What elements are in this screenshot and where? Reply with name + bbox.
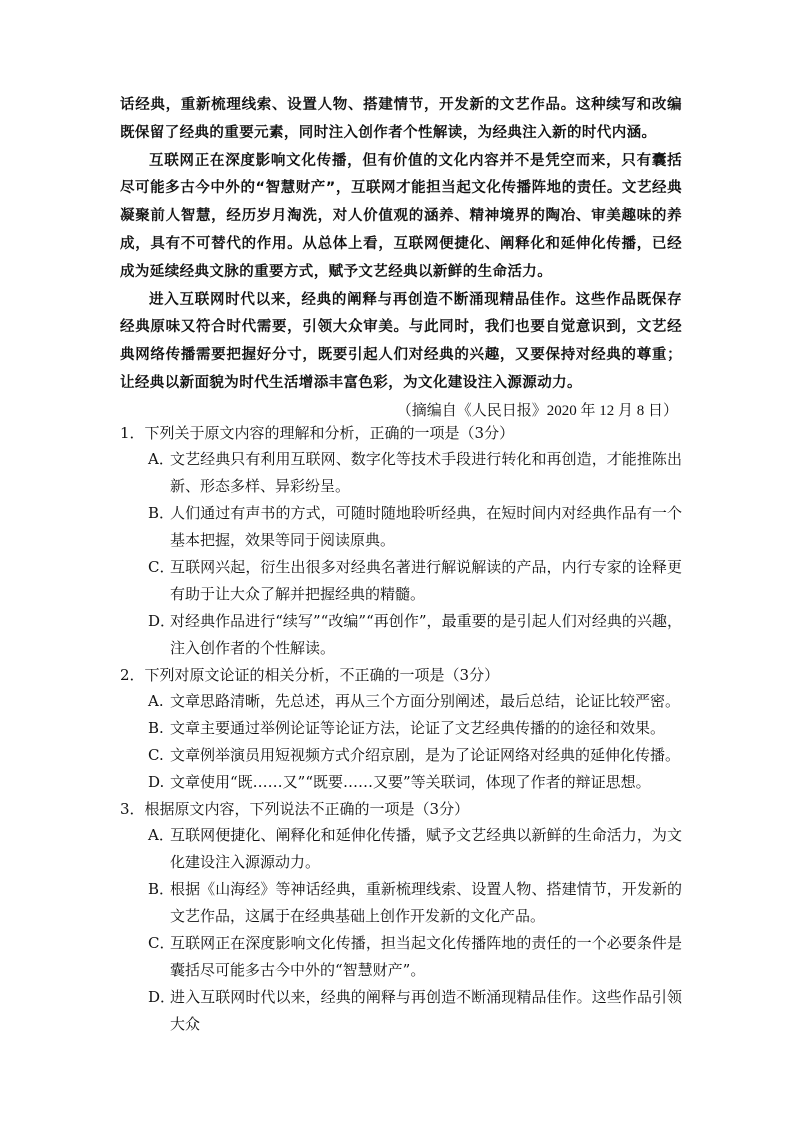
option-b — [148, 500, 682, 554]
option-text: 文章例举演员用短视频方式介绍京剧，是为了论证网络对经典的延伸化传播。 — [170, 746, 681, 764]
option-d — [148, 608, 682, 662]
option-d — [148, 769, 682, 796]
option-text: 进入互联网时代以来，经典的阐释与再创造不断涌现精品佳作。这些作品引领大众 — [170, 988, 682, 1033]
question-3 — [120, 796, 682, 1038]
option-text: 互联网正在深度影响文化传播，担当起文化传播阵地的责任的一个必要条件是囊括尽可能多古今中外的“智慧财产”。 — [170, 934, 682, 979]
question-stem: 2．下列对原文论证的相关分析，不正确的一项是（3分） — [120, 666, 500, 684]
option-text: 人们通过有声书的方式，可随时随地聆听经典，在短时间内对经典作品有一个基本把握，效果等同于阅读原典。 — [170, 504, 682, 549]
question-2 — [120, 662, 682, 796]
option-label: C. — [148, 746, 164, 764]
option-label: B． — [148, 504, 175, 522]
passage-paragraph: 话经典，重新梳理线索、设置人物、搭建情节，开发新的文艺作品。这种续写和改编既保留了经典的重要元素，同时注入创作者个性解读，为经典注入新的时代内涵。 — [120, 97, 682, 141]
passage-paragraph: 互联网正在深度影响文化传播，但有价值的文化内容并不是凭空而来，只有囊括尽可能多古今中外的“智慧财产”，互联网才能担当起文化传播阵地的责任。文艺经典凝聚前人智慧，经历岁月淘洗，对人价值观的涵养、精神境界的陶冶、审美趣味的养成，具有不可替代的作用。从总体上看，互联网便捷化、阐释化和延伸化传播，已经成为延续经典文脉的重要方式，赋予文艺经典以新鲜的生命活力。 — [120, 152, 682, 280]
question-1 — [120, 420, 682, 662]
option-label: A． — [148, 826, 174, 844]
option-label: D. — [148, 773, 165, 791]
option-c — [148, 930, 682, 984]
option-text: 互联网兴起，衍生出很多对经典名著进行解说解读的产品，内行专家的诠释更有助于让大众了解并把握经典的精髓。 — [170, 558, 682, 603]
option-text: 文章使用“既……又”“既要……又要”等关联词，体现了作者的辩证思想。 — [170, 773, 651, 791]
option-label: A. — [148, 692, 164, 710]
option-a — [148, 446, 682, 500]
option-text: 根据《山海经》等神话经典，重新梳理线索、设置人物、搭建情节，开发新的文艺作品，这属于在经典基础上创作开发新的文化产品。 — [170, 880, 682, 925]
option-label: C． — [148, 558, 175, 576]
question-stem: 1．下列关于原文内容的理解和分析，正确的一项是（3分） — [120, 424, 515, 442]
passage-source: （摘编自《人民日报》2020 年 12 月 8 日） — [396, 402, 678, 419]
question-stem: 3．根据原文内容，下列说法不正确的一项是（3分） — [120, 800, 470, 818]
option-label: B． — [148, 880, 175, 898]
option-label: D． — [148, 988, 176, 1006]
option-d — [148, 984, 682, 1038]
option-a — [148, 822, 682, 876]
option-text: 文艺经典只有利用互联网、数字化等技术手段进行转化和再创造，才能推陈出新、形态多样、异彩纷呈。 — [170, 450, 682, 495]
option-a — [148, 688, 682, 715]
option-b — [148, 715, 682, 742]
option-text: 文章主要通过举例论证等论证方法，论证了文艺经典传播的的途径和效果。 — [170, 719, 666, 737]
reading-passage — [120, 92, 682, 424]
option-label: D． — [148, 612, 176, 630]
passage-paragraph: 进入互联网时代以来，经典的阐释与再创造不断涌现精品佳作。这些作品既保存经典原味又符合时代需要，引领大众审美。与此同时，我们也要自觉意识到，文艺经典网络传播需要把握好分寸，既要引起人们对经典的兴趣，又要保持对经典的尊重；让经典以新面貌为时代生活增添丰富色彩，为文化建设注入源源动力。 — [120, 291, 682, 391]
option-c — [148, 554, 682, 608]
option-text: 文章思路清晰，先总述，再从三个方面分别阐述，最后总结，论证比较严密。 — [170, 692, 681, 710]
option-label: A． — [148, 450, 174, 468]
option-label: B. — [148, 719, 164, 737]
option-text: 互联网便捷化、阐释化和延伸化传播，赋予文艺经典以新鲜的生命活力，为文化建设注入源源动力。 — [170, 826, 682, 871]
option-label: C． — [148, 934, 175, 952]
option-c — [148, 742, 682, 769]
option-b — [148, 876, 682, 930]
question-list — [120, 420, 682, 1038]
option-text: 对经典作品进行“续写”“改编”“再创作”，最重要的是引起人们对经典的兴趣，注入创作者的个性解读。 — [170, 612, 682, 657]
